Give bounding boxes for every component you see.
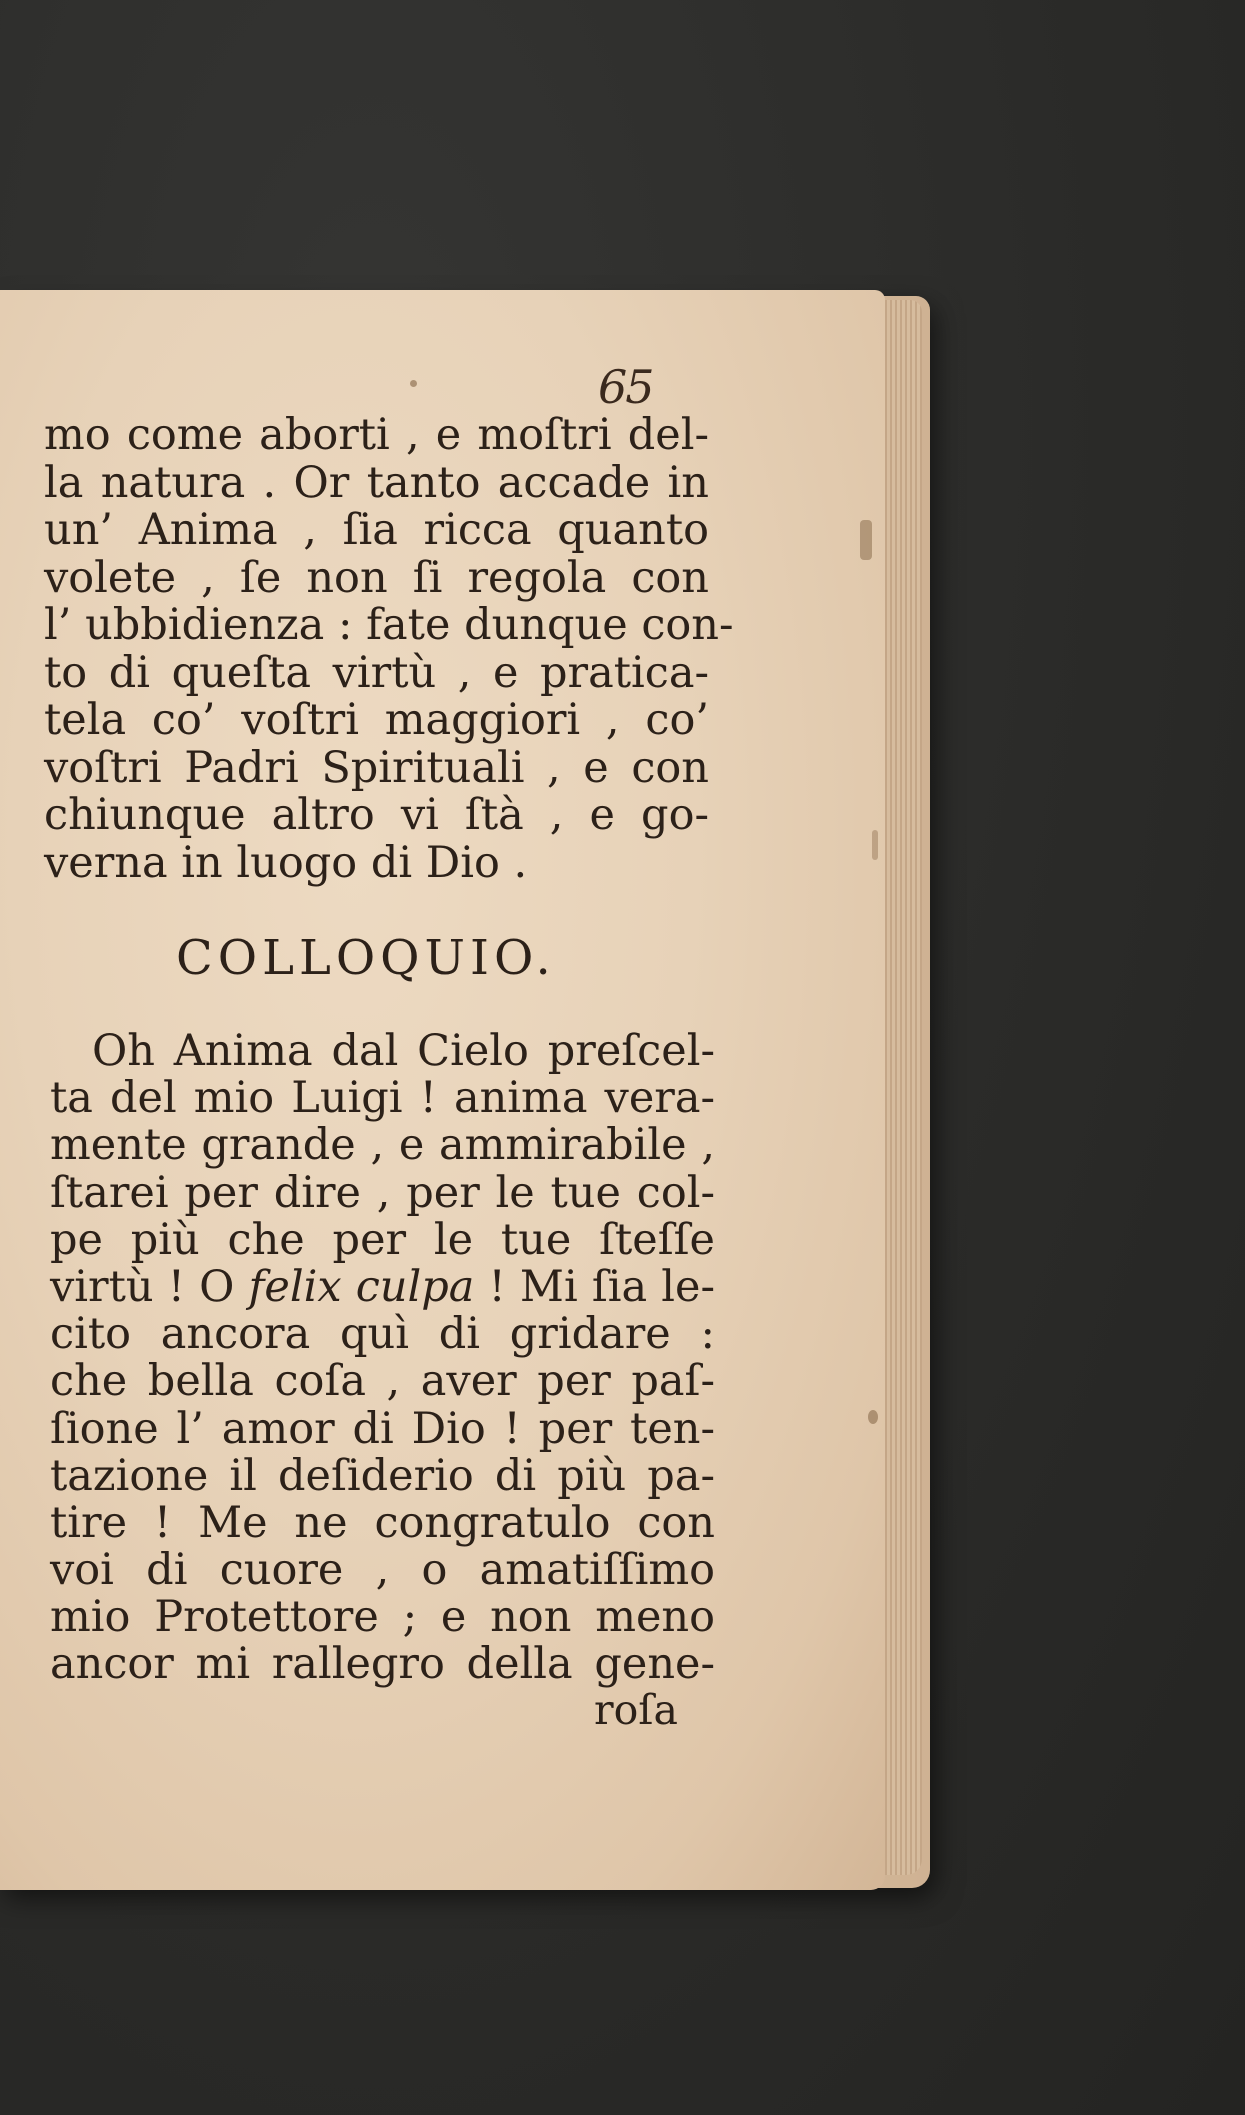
text-line: l’ ubbidienza : fate dunque con-	[44, 600, 734, 650]
text-line: virtù ! O felix culpa ! Mi ſia le-	[50, 1261, 715, 1312]
text-line: Oh Anima dal Cielo preſcel-	[92, 1026, 715, 1076]
text-line: la natura . Or tanto accade in	[44, 457, 709, 508]
text-line: tire ! Me ne congratulo con	[50, 1497, 715, 1548]
text-line: voſtri Padri Spirituali , e con	[44, 742, 709, 793]
text-line: tela co’ voſtri maggiori , co’	[44, 695, 709, 745]
text-line: tazione il deſiderio di più pa-	[50, 1450, 715, 1501]
text-line: un’ Anima , ſia ricca quanto	[44, 505, 709, 555]
foxing-spot	[410, 380, 417, 387]
text-line: voi di cuore , o amatiſſimo	[50, 1545, 715, 1596]
foxing-spot	[868, 1410, 878, 1424]
text-line: mo come aborti , e moſtri del-	[44, 410, 709, 460]
text-line: ſione l’ amor di Dio ! per ten-	[50, 1403, 715, 1454]
section-heading: COLLOQUIO.	[176, 930, 556, 986]
paragraph-1	[44, 410, 734, 888]
foxing-spot	[872, 830, 878, 860]
text-line: volete , ſe non ſi regola con	[44, 552, 709, 603]
text-line: ta del mio Luigi ! anima vera-	[50, 1073, 715, 1124]
text-line: che bella coſa , aver per paſ-	[50, 1356, 715, 1407]
foxing-spot	[860, 520, 872, 560]
text-line: mente grande , e ammirabile ,	[50, 1120, 715, 1171]
latin-phrase: felix culpa	[248, 1261, 475, 1312]
text-line: mio Protettore ; e non meno	[50, 1592, 715, 1643]
text-line: ancor mi rallegro della gene-	[50, 1639, 715, 1690]
text-line: ſtarei per dire , per le tue col-	[50, 1167, 715, 1218]
text-line: cito ancora quì di gridare :	[50, 1309, 715, 1360]
page-number: 65	[598, 360, 653, 414]
text-line: pe più che per le tue ſteſſe	[50, 1214, 715, 1265]
text-line: chiunque altro vi ſtà , e go-	[44, 790, 709, 840]
text-line: verna in luogo di Dio .	[44, 837, 528, 888]
text-line: to di queſta virtù , e pratica-	[44, 647, 709, 698]
paragraph-2	[50, 1028, 715, 1689]
catchword: roſa	[594, 1686, 678, 1734]
